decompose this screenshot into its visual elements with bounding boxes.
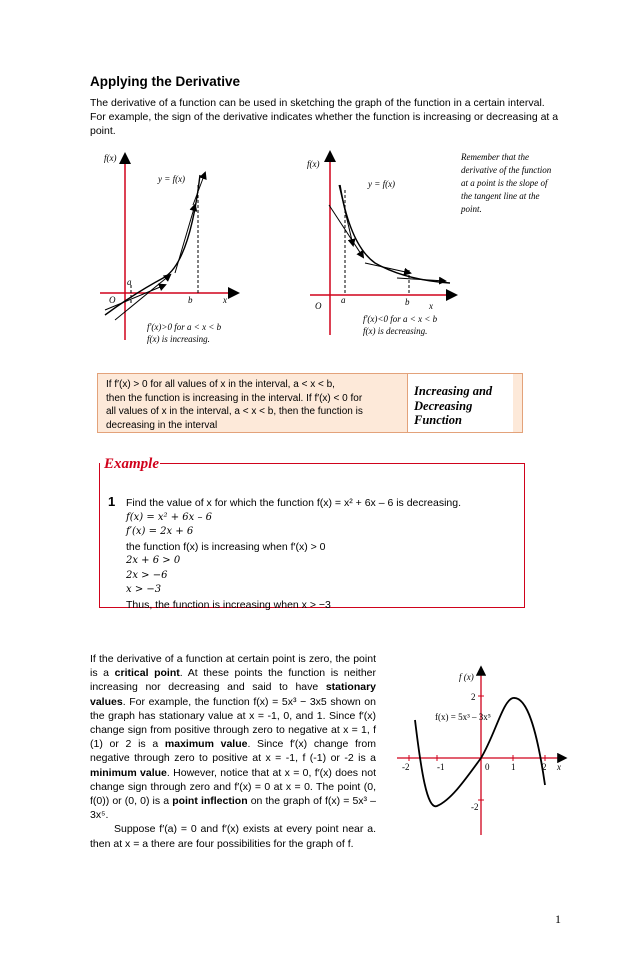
crit-text-a: If the derivative of a function at certain point is zero, the point is a [90,653,376,680]
quintic-graph [395,660,570,840]
critical-paragraph-2: Suppose f′(a) = 0 and f′(x) exists at every point near a. then at x = a there are four possibilities for the graph of f. [90,823,376,850]
infobox-text [106,378,406,432]
crit-text-e: . For example, the function f(x) = 5x³ − 3x5 shown on the graph has stationary value at x = -1, 0, and 1. Since f′(x) change sign from positive through zero to negative at x = 1, f (1) or 2 is a [90,695,376,751]
fig1-origin: O [109,295,116,305]
fig1-b-label: b [188,295,193,305]
fig2-curve-label: y = f(x) [368,179,396,189]
minimum-value-term: minimum value [90,766,167,779]
fig2-caption-2: f(x) is decreasing. [363,326,428,336]
fig2-note-5: point. [461,204,482,214]
fig3-tick-x-0: 0 [485,762,490,772]
infobox-line-1: If f′(x) > 0 for all values of x in the interval, a < x < b, [106,379,335,390]
fig1-x-label: x [223,295,227,305]
fig1-a-label: a [127,277,132,287]
critical-point-term: critical point [114,667,180,680]
fig1-curve-label: y = f(x) [158,174,186,184]
infobox-line-2: then the function is increasing in the interval. If f′(x) < 0 for [106,392,363,404]
stationary-values-term: stationary values [90,681,376,708]
infobox-line-3: all values of x in the interval, a < x < b, then the function is [106,406,363,417]
example-question: Find the value of x for which the function f(x) = x² + 6x – 6 is decreasing. [126,497,462,509]
example-label: Example [104,456,159,472]
critical-point-text [90,652,376,851]
infobox-title-1: Increasing and [414,384,493,398]
infobox-title [407,374,513,432]
fig3-tick-y-neg2: -2 [471,802,479,812]
fig3-tick-x-1: 1 [511,762,516,772]
crit-text-i: . However, notice that at x = 0, f′(x) does not change sign through zero and f′(x) = 0 at x = 0. The point (0, f(0)) or (0, 0) is a [90,766,376,808]
page-number: 1 [555,912,561,926]
fig2-caption-1: f'(x)<0 for a < x < b [363,314,438,324]
example-conclusion: Thus, the function is increasing when x > −3 [126,598,331,611]
example-step-3: the function f(x) is increasing when f′(x) > 0 [126,540,326,553]
fig1-caption-1: f'(x)>0 for a < x < b [147,322,222,332]
fig2-note-2: derivative of the function [461,165,552,175]
fig3-tick-x-neg1: -1 [437,762,445,772]
fig2-note-1: Remember that the [461,152,529,162]
increasing-graph [95,145,245,350]
fig3-tick-x-neg2: -2 [402,762,410,772]
maximum-value-term: maximum value [164,738,248,751]
infobox-line-4: decreasing in the interval [106,419,218,431]
fig1-y-label: f(x) [104,153,117,163]
fig2-a-label: a [341,295,346,305]
example-step-1: f(x) = x² + 6x – 6 [126,511,212,523]
fig3-y-label: f (x) [459,672,474,682]
decreasing-graph [305,145,565,345]
fig2-b-label: b [405,297,410,307]
infobox-title-3: Function [414,413,462,427]
fig3-tick-y-2: 2 [471,692,476,702]
example-number: 1 [108,494,116,509]
example-step-5: 2x > −6 [126,569,168,581]
infobox-title-2: Decreasing [414,398,473,413]
fig2-x-label: x [429,301,433,311]
fig2-y-label: f(x) [307,159,320,169]
fig2-origin: O [315,301,322,311]
increasing-decreasing-box [97,373,523,433]
fig2-note-3: at a point is the slope of [461,178,548,188]
critical-paragraph-1 [90,652,376,822]
fig3-x-label: x [557,762,561,772]
example-step-2: f′(x) = 2x + 6 [126,526,194,537]
fig3-tick-x-2: 2 [542,762,547,772]
intro-paragraph: The derivative of a function can be used in sketching the graph of the function in a certain interval. For example, the sign of the derivative indicates whether the function is increasing or decreasing at a point. [90,97,559,137]
page-heading: Applying the Derivative [90,74,241,89]
fig1-caption-2: f(x) is increasing. [147,334,210,344]
example-content [126,496,461,612]
fig2-note-4: the tangent line at the [461,191,540,201]
crit-text-k: on the graph of f(x) = 5x³ – 3x⁵. [90,795,376,822]
crit-text-c: . At these points the function is neither increasing nor decreasing and said to have [90,667,377,694]
fig3-function-label: f(x) = 5x³ – 3x⁵ [435,712,491,722]
crit-text-g: . Since f′(x) change from negative through zero to positive at x = -1, f (-1) or -2 is a [90,738,376,765]
point-inflection-term: point inflection [172,795,248,808]
example-step-6: x > −3 [126,584,162,595]
example-step-4: 2x + 6 > 0 [126,555,181,566]
